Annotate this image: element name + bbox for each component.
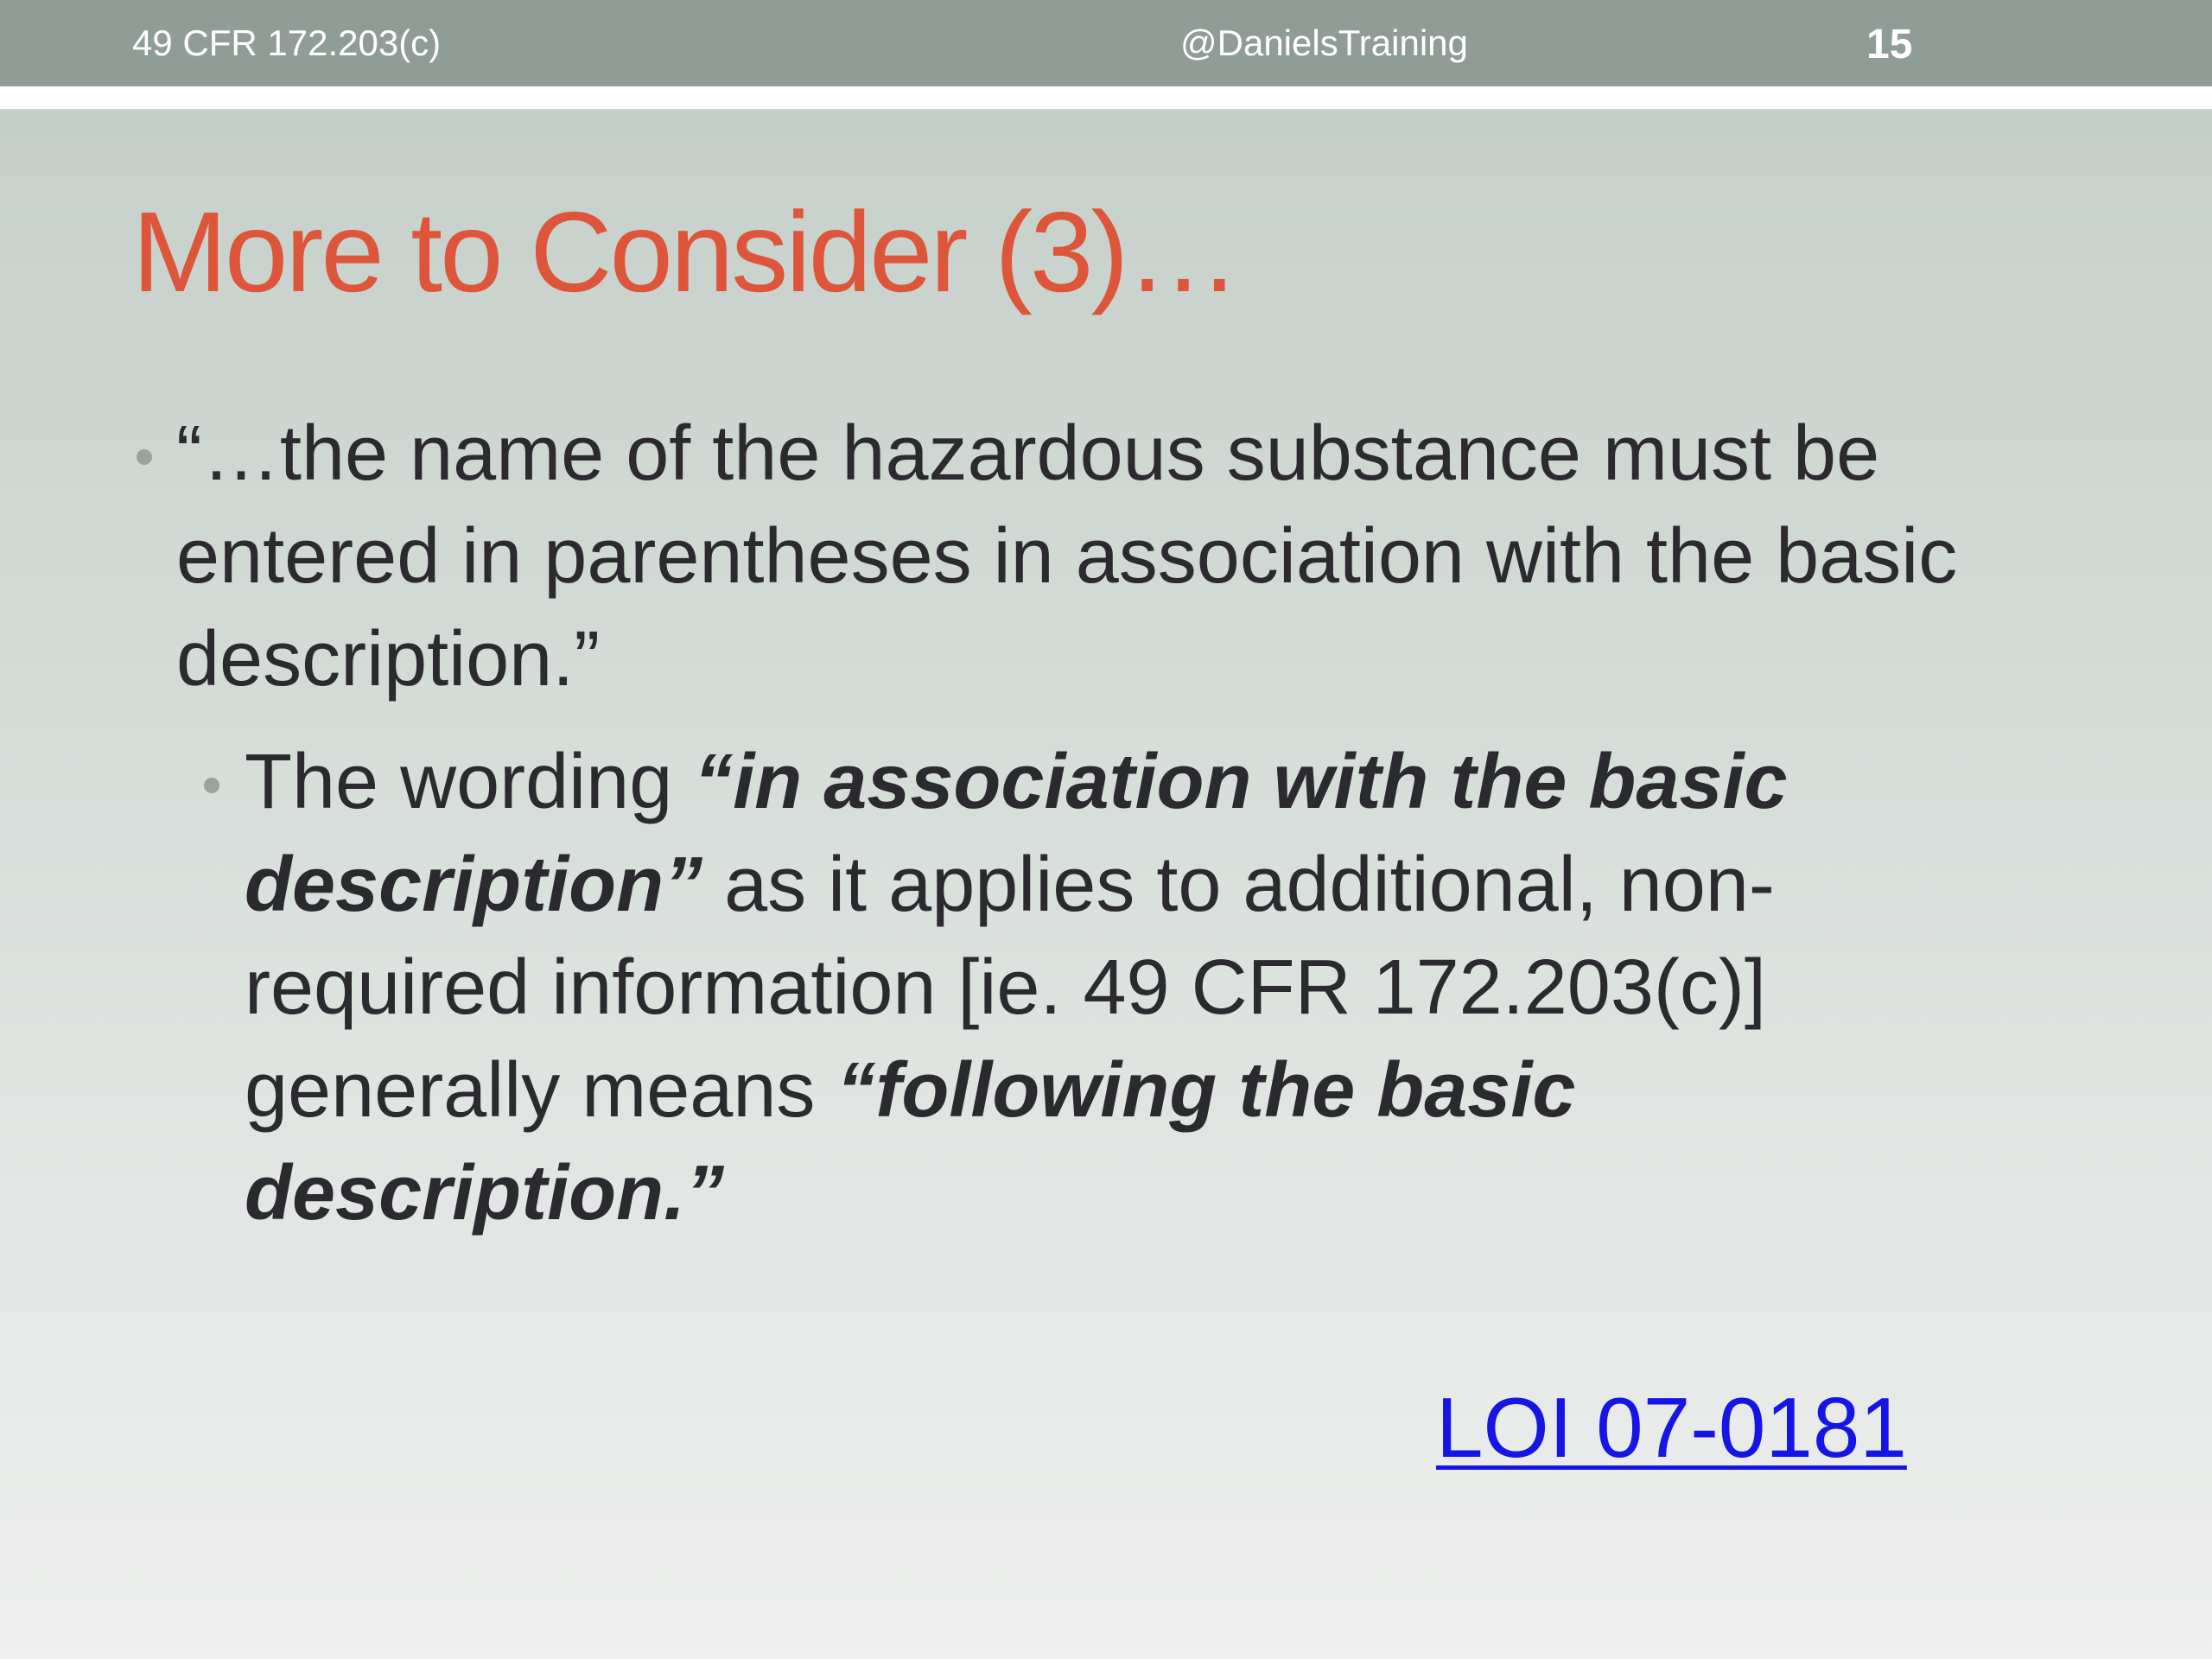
header-divider [0, 86, 2212, 109]
sub-bullet-emphasis-1: “in association with the basic description” [245, 739, 1788, 928]
sub-bullet-emphasis-2: “following the basic description.” [245, 1047, 1576, 1236]
slide-title: More to Consider (3)… [132, 188, 1238, 315]
bullet-dot-icon [137, 449, 152, 465]
slide-number: 15 [1866, 22, 1913, 67]
sub-bullet-dot-icon [204, 778, 219, 793]
sub-bullet-text-1: The wording [245, 739, 695, 825]
sub-bullet-text-2: as it applies to additional, non-required information [ie. 49 CFR 172.203(c)] generally means [245, 842, 1775, 1134]
sub-bullet-explanation [245, 731, 2024, 1245]
bullet-quote: “…the name of the hazardous substance must be entered in parentheses in association with the basic description.” [176, 410, 1958, 702]
loi-link[interactable]: LOI 07-0181 [1436, 1380, 1907, 1475]
footer-handle: @DanielsTraining [1180, 22, 1468, 63]
footer-reference: 49 CFR 172.203(c) [132, 22, 442, 63]
